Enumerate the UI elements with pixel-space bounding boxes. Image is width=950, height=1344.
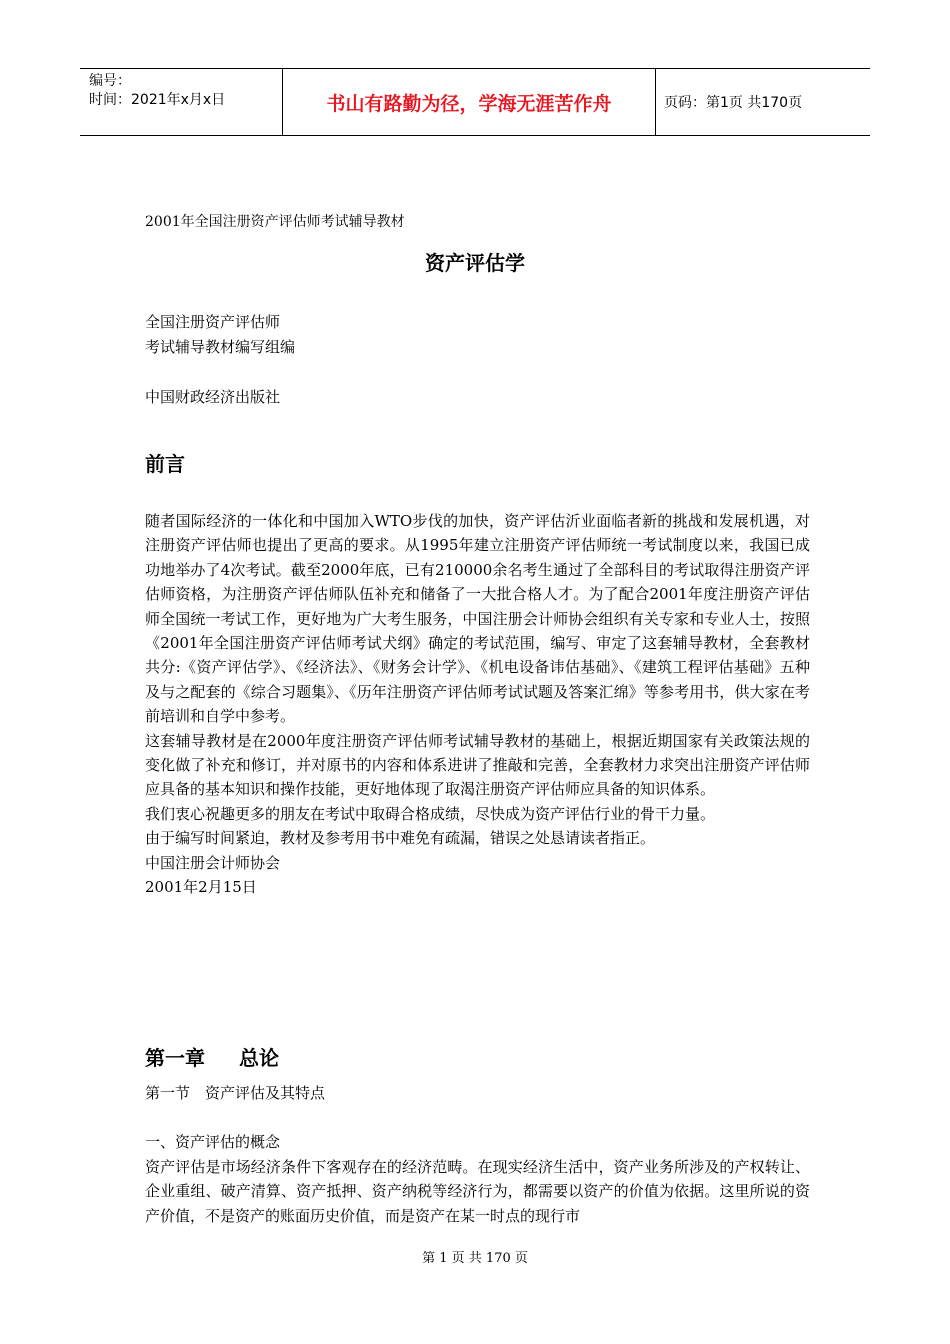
- header-meta: [80, 69, 282, 135]
- cover-author-line2: 考试辅导教材编写组编: [145, 338, 296, 356]
- cover-author-line1: 全国注册资产评估师: [145, 313, 281, 331]
- preface-paragraph-3: 我们衷心祝趣更多的朋友在考试中取碍合格成绩，尽快成为资产评估行业的骨干力量。: [145, 804, 716, 823]
- preface-paragraph-2: 这套辅导教材是在2000年度注册资产评估师考试辅导教材的基础上，根据近期国家有关政策法规的变化做了补充和修订，并对原书的内容和体系进讲了推敲和完善，全套教材力求突出注册资产评估师应具备的基本知识和操作技能，更好地体现了取渴注册资产评估师应具备的知识体系。: [145, 731, 810, 799]
- subsection-heading: 一、资产评估的概念: [145, 1133, 281, 1151]
- header-table: [80, 68, 870, 136]
- preface-paragraph-4: 由于编写时间紧迫，教材及参考用书中难免有疏漏，错误之处恳请读者指正。: [145, 829, 656, 848]
- preface-heading: 前言: [145, 452, 185, 476]
- cover-subtitle: 2001年全国注册资产评估师考试辅导教材: [145, 214, 405, 230]
- cover-title: 资产评估学: [425, 251, 525, 275]
- chapter-body: [145, 1155, 810, 1228]
- preface-paragraph-1: 随者国际经济的一体化和中国加入WTO步伐的加快，资产评估沂业面临者新的挑战和发展机遇，对注册资产评估师也提出了更高的要求。从1995年建立注册资产评估师统一考试制度以来，我国已成功地举办了4次考试。截至2000年底，已有210000余名考生通过了全部科目的考试取得注册资产评估师资格，为注册资产评估师队伍补充和储备了一大批合格人才。为了配合2001年度注册资产评估师全国统一考试工作，更好地为广大考生服务，中国注册会计师协会组织有关专家和专业人士，按照《2001年全国注册资产评估师考试犬纲》确定的考试范围，编写、审定了这套辅导教材，全套教材共分:《资产评估学》、《经济法》、《财务会计学》、《机电设备讳估基础》、《建筑工程评估基础》五种及与之配套的《综合习题集》、《历年注册资产评估师考试试题及答案汇绵》等参考用书，供大家在考前培训和自学中参考。: [145, 512, 810, 726]
- preface-date: 2001年2月15日: [145, 878, 257, 897]
- page-footer: 第 1 页 共 170 页: [422, 1251, 528, 1266]
- chapter-number: 第一章: [145, 1046, 205, 1070]
- header-motto: 书山有路勤为径，学海无涯苦作舟: [282, 69, 656, 135]
- chapter-title: 总论: [239, 1046, 279, 1070]
- section-heading: 第一节 资产评估及其特点: [145, 1084, 326, 1102]
- preface-body: [145, 509, 810, 900]
- header-page-info: 页码：第1页 共170页: [664, 95, 803, 111]
- chapter-paragraph: 资产评估是市场经济条件下客观存在的经济范畴。在现实经济生活中，资产业务所涉及的产权转让、企业重组、破产清算、资产抵押、资产纳税等经济行为，都需要以资产的价值为依据。这里所说的资产价值，不是资产的账面历史价值，而是资产在某一时点的现行市: [145, 1158, 810, 1225]
- chapter-heading: [145, 1042, 279, 1071]
- cover-publisher: 中国财政经济出版社: [145, 388, 281, 406]
- preface-signature: 中国注册会计师协会: [145, 853, 281, 872]
- header-number-label: 编号：: [89, 73, 131, 89]
- header-time-label: 时间：2021年x月x日: [89, 92, 226, 108]
